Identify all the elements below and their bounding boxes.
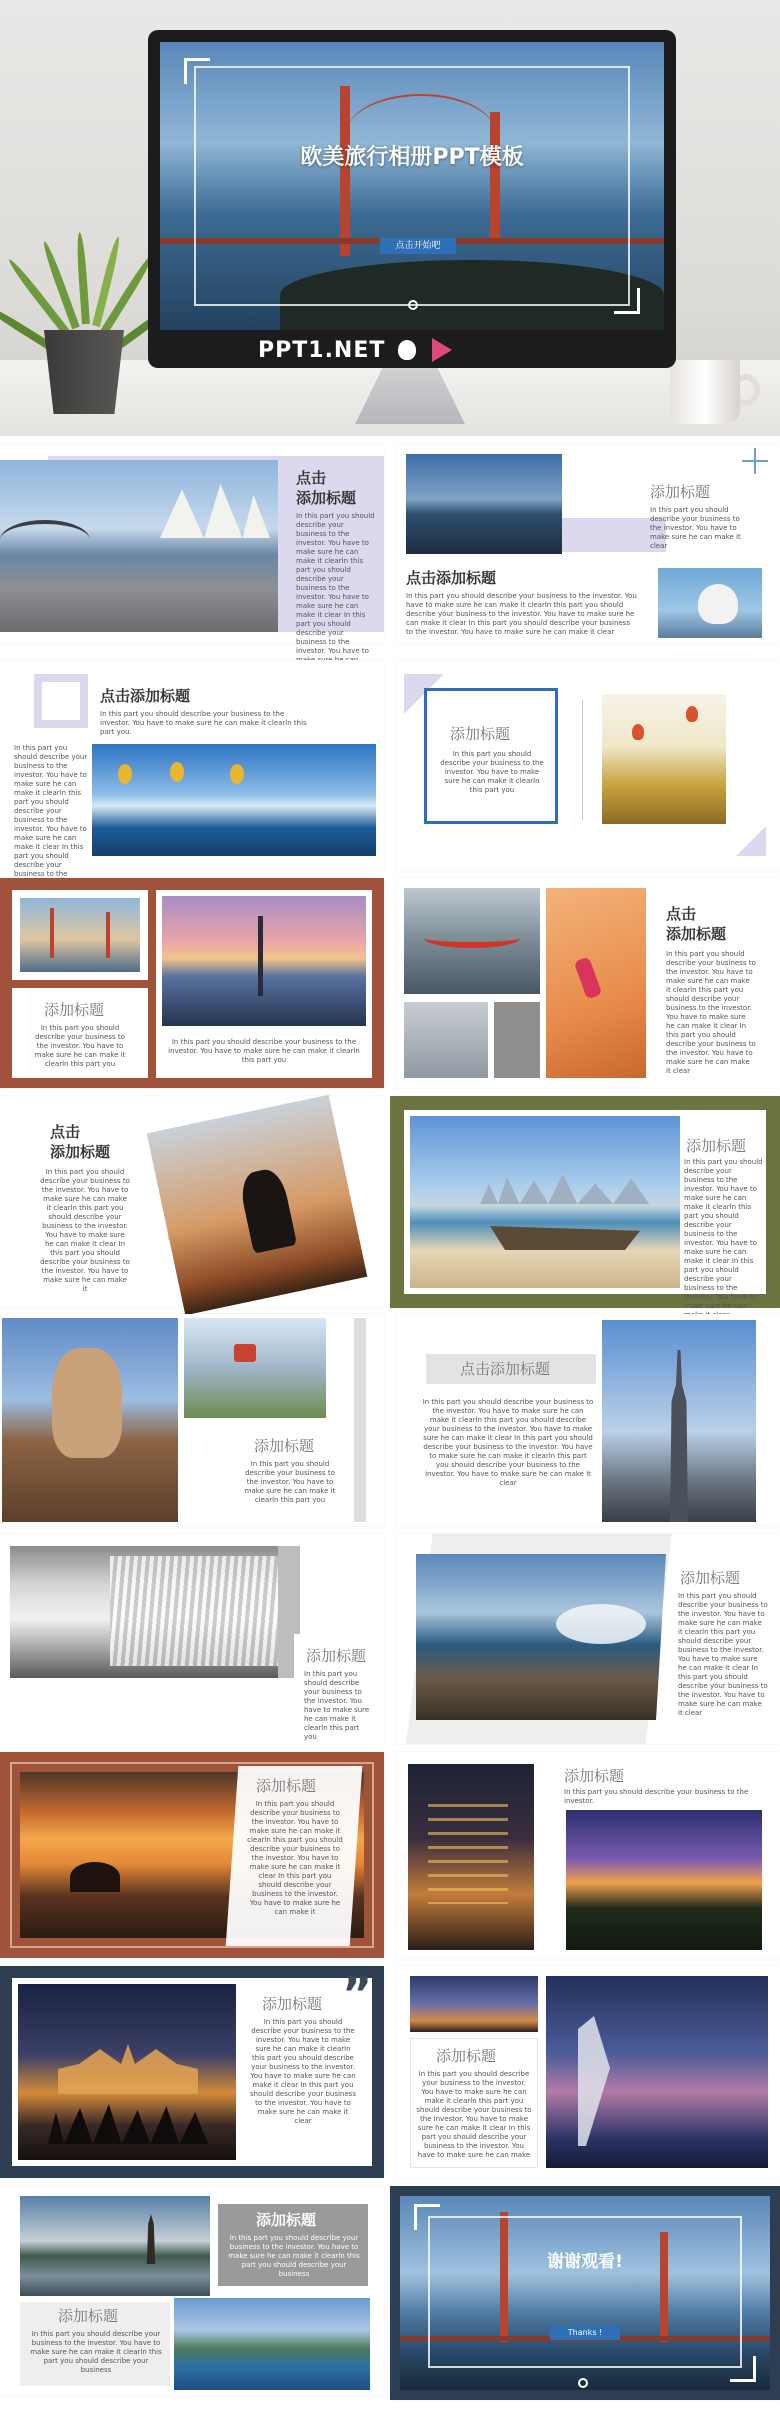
slide-3-title: 点击添加标题 [100, 687, 191, 705]
bridge-tower [258, 916, 263, 996]
cable-car-photo [184, 1318, 326, 1418]
city-dusk-photo [410, 1976, 538, 2032]
bridge-tower [50, 908, 54, 958]
slide-6-title [666, 904, 726, 944]
slide-14-title: 添加标题 [564, 1767, 625, 1785]
square-outline [34, 674, 88, 728]
tulip-icon [632, 724, 644, 740]
slide-4-body: In this part you should describe your business to the investor. You have to make sure he can make it clearln this part you [440, 750, 544, 794]
skyline-shape [480, 1170, 660, 1204]
slide-18 [390, 2186, 780, 2400]
night-street-photo [408, 1764, 534, 1950]
slide-6-title-line2: 添加标题 [666, 925, 727, 943]
frame-corner [730, 2356, 756, 2382]
slide-7-title [50, 1122, 110, 1162]
slide-1-title [296, 468, 356, 508]
slide-4-title: 添加标题 [450, 725, 511, 743]
silhouette-shape [237, 1166, 297, 1253]
divider-line [582, 700, 583, 820]
slide-6 [396, 878, 780, 1088]
slide-2-body-bottom: In this part you should describe your business to the investor. You have to make sure he can make it clearln this part you should describe your business to the investor. You have to make sure he can make it clear In this part you should describe your business to the investor. You have to make sure he can make it clear [406, 592, 637, 636]
apple-logo-icon [398, 340, 416, 360]
plus-icon [742, 448, 768, 474]
rock-silhouette [70, 1862, 120, 1892]
plant-leaf [41, 240, 80, 329]
beach-skyline-photo [410, 1116, 680, 1288]
frame-corner [614, 288, 640, 314]
street-lights [428, 1804, 508, 1904]
golden-gate-photo [20, 898, 140, 972]
slide-15-title: 添加标题 [262, 1995, 323, 2013]
slide-11 [0, 1534, 384, 1744]
slide-14 [396, 1752, 780, 1958]
slide-12-body: In this part you should describe your business to the investor. You have to make sure he can make it clearln this part you should describe your business to the investor. You have to make sure he can make it clear In this part you should describe your business to the investor. You have to make sure he can make it clear [678, 1592, 768, 1717]
slide-17-title-bottom: 添加标题 [58, 2307, 119, 2325]
slide-1-title-line1: 点击 [296, 469, 327, 487]
slide-4 [396, 660, 780, 870]
palace-shape [58, 2044, 198, 2094]
dot-icon [578, 2378, 588, 2388]
brand-name: PPT1.NET [258, 338, 386, 363]
slide-11-body: In this part you should describe your business to the investor. You have to make sure he can make it clearln this part you [304, 1670, 370, 1741]
slide-12-title: 添加标题 [680, 1569, 741, 1587]
thanks-button[interactable]: Thanks ! [550, 2326, 620, 2340]
empire-state-photo [602, 1320, 756, 1522]
seagull-photo [658, 568, 762, 638]
slide-3-body-left: In this part you should describe your business to the investor. You have to make sure he can make it clearln this part you should describe your business to the investor. You have to make sure he can make it clear In this part you should describe your business to the [14, 744, 88, 878]
coffee-mug [670, 360, 740, 424]
purple-sunset-photo [566, 1810, 762, 1950]
tulip-icon [686, 706, 698, 722]
slide-7-body: In this part you should describe your business to the investor. You have to make sure he can make it clearln this part you should describe your business to the investor. You have to make sure he can make it clear In this part you should describe your business to the investor. You have to make sure he can make it [40, 1168, 130, 1293]
slide-5-title: 添加标题 [44, 1001, 105, 1019]
slide-10-body: In this part you should describe your business to the investor. You have to make sure he can make it clearln this part you should describe your business to the investor. You have to make sure he can make it clear In this part you should describe your business to the investor. You have to make sure he can make it clearln this part you should describe your business to the investor. You have to make sure he can make it clear [422, 1398, 594, 1487]
pier-sunset-photo [406, 454, 562, 554]
waterfall-shape [110, 1556, 290, 1666]
hammock-cliff-photo [404, 888, 540, 994]
thanks-frame [428, 2216, 742, 2368]
balloon-icon [170, 762, 184, 782]
pagoda-shape [144, 2214, 158, 2264]
hero-dot-icon [408, 300, 418, 310]
sydney-harbour-photo [0, 460, 278, 632]
sail-tower-shape [570, 2016, 610, 2146]
kids-city-photo [404, 1002, 488, 1078]
slide-8-title: 添加标题 [686, 1137, 747, 1155]
slide-1-body: In this part you should describe your business to the investor. You have to make sure he can make it clearln this part you should describe your business to the investor. You have to make sure he can make it clear In this part you should describe your business to the investor. You have to [296, 512, 375, 655]
monitor-chin [148, 330, 676, 368]
balloon-icon [230, 764, 244, 784]
slide-7-title-line2: 添加标题 [50, 1143, 111, 1161]
opera-house-shape [160, 484, 270, 538]
slide-16-title: 添加标题 [436, 2047, 497, 2065]
tower-shape [664, 1350, 694, 1522]
boat-shape [490, 1226, 640, 1250]
slide-8-body: In this part you should describe your business to the investor. You have to make sure he can make it clearln this part you should describe your business to the investor. You have to make sure he can make it clear In this part you should describe your business to the investor. You have to make sure he can [684, 1158, 763, 1310]
bridge-tower [106, 912, 110, 958]
slide-7-title-line1: 点击 [50, 1123, 81, 1141]
slide-1-title-line2: 添加标题 [296, 489, 357, 507]
slide-12 [396, 1534, 780, 1744]
slide-13-title: 添加标题 [256, 1777, 317, 1795]
slide-17-title-top: 添加标题 [256, 2211, 317, 2229]
slide-8 [390, 1096, 780, 1308]
hero-screen-title: 欧美旅行相册PPT模板 [300, 145, 524, 170]
slide-1 [0, 444, 384, 655]
quote-icon: ” [342, 1967, 373, 2021]
hero-start-button[interactable]: 点击开始吧 [380, 238, 456, 254]
burj-al-arab-photo [546, 1976, 768, 2168]
camel-head-shape [52, 1348, 122, 1458]
slide-15 [0, 1966, 384, 2178]
slide-2 [396, 444, 780, 644]
people-silhouettes [48, 2104, 208, 2144]
plant-pot [44, 330, 124, 414]
cable-car-icon [234, 1344, 256, 1362]
monitor [148, 30, 676, 368]
rio-aerial-photo [174, 2298, 370, 2390]
slide-13 [0, 1752, 384, 1958]
balloon-icon [118, 764, 132, 784]
slide-3 [0, 660, 384, 878]
sandboard-photo [546, 888, 646, 1078]
wave-shape [556, 1604, 646, 1644]
slide-17 [0, 2186, 384, 2396]
sea-kite-photo [92, 744, 376, 856]
plant-leaf [76, 232, 90, 324]
person-shape [574, 956, 603, 999]
monitor-screen [160, 42, 664, 330]
tulip-field-photo [602, 694, 726, 824]
camel-photo [2, 1318, 178, 1522]
slide-6-body: In this part you should describe your business to the investor. You have to make sure he can make it clearln this part you should describe your business to the investor. You have to make sure he can make it clear In this part you should describe your business to the investor. You have to make sure he can make it clear [666, 950, 756, 1075]
slide-10-title: 点击添加标题 [460, 1360, 551, 1378]
bridge-sunset-photo [162, 896, 366, 1026]
slide-7 [0, 1096, 384, 1308]
slide-16 [396, 1966, 780, 2178]
slide-5 [0, 878, 384, 1088]
slide-10 [396, 1314, 780, 1526]
screen-frame [194, 66, 630, 306]
slide-9 [0, 1314, 384, 1526]
frame-corner [414, 2204, 440, 2230]
slide-6-title-line1: 点击 [666, 905, 697, 923]
slide-5-body-left: In this part you should describe your business to the investor. You have to make sure he can make it clearln this part you [34, 1024, 126, 1068]
slide-2-title-gray: 添加标题 [650, 483, 711, 501]
slide-2-title-bold: 点击添加标题 [406, 569, 497, 587]
slide-5-body-bottom: In this part you should describe your business to the investor. You have to make sure he can make it clearln this part you [168, 1038, 360, 1064]
slide-2-body-right: In this part you should describe your business to the investor. You have to make sure he can make it clear [650, 506, 741, 550]
frame-corner [184, 58, 210, 84]
slide-15-body: In this part you should describe your business to the investor. You have to make sure he can make it clearln this part you should describe your business to the investor. You have to make sure he can make it clear In this part you should describe your business to the investor. You have to make sure he can make it clear [250, 2018, 356, 2125]
lavender-corner [736, 826, 766, 856]
hammock-shape [424, 928, 520, 948]
slide-14-body: In this part you should describe your business to the investor. [564, 1788, 749, 1805]
slide-9-title: 添加标题 [254, 1437, 315, 1455]
gray-block [494, 1002, 540, 1078]
slide-9-body: In this part you should describe your business to the investor. You have to make sure he can make it clearln this part you [244, 1460, 336, 1504]
harbour-bridge-shape [0, 520, 90, 560]
swing-silhouette-photo [147, 1095, 368, 1316]
slide-17-body-top: In this part you should describe your business to the investor. You have to make sure he can make it clearln this part you should describe your business [228, 2234, 360, 2278]
slide-3-body-top: In this part you should describe your business to the investor. You have to make sure he can make it clearln this part you. [100, 710, 307, 736]
slide-18-title: 谢谢观看! [547, 2252, 623, 2272]
slide-13-body: In this part you should describe your business to the investor. You have to make sure he can make it clearln this part you should describe your business to the investor. You have to make sure he can make it clear In this part you should describe your business to the investor. You have to make sure he can make it [247, 1800, 343, 1916]
palace-night-photo [18, 1984, 236, 2160]
seagull-shape [698, 584, 738, 624]
slide-11-title: 添加标题 [306, 1647, 367, 1665]
slide-16-body: In this part you should describe your business to the investor. You have to make sure he can make it clearln this part you should describe your business to the investor. You have to make sure he can make it clear In this part you should describe your business to the investor. You have to make sure he can make [416, 2070, 532, 2159]
pagoda-lake-photo [20, 2196, 210, 2296]
gray-bar [354, 1318, 366, 1522]
rocky-shore-photo [416, 1554, 666, 1720]
play-logo-icon [432, 338, 452, 362]
hero-mockup [0, 0, 780, 436]
slide-17-body-bottom: In this part you should describe your business to the investor. You have to make sure he can make it clearln this part you should describe your business [30, 2330, 162, 2374]
waterfall-photo [10, 1546, 300, 1678]
